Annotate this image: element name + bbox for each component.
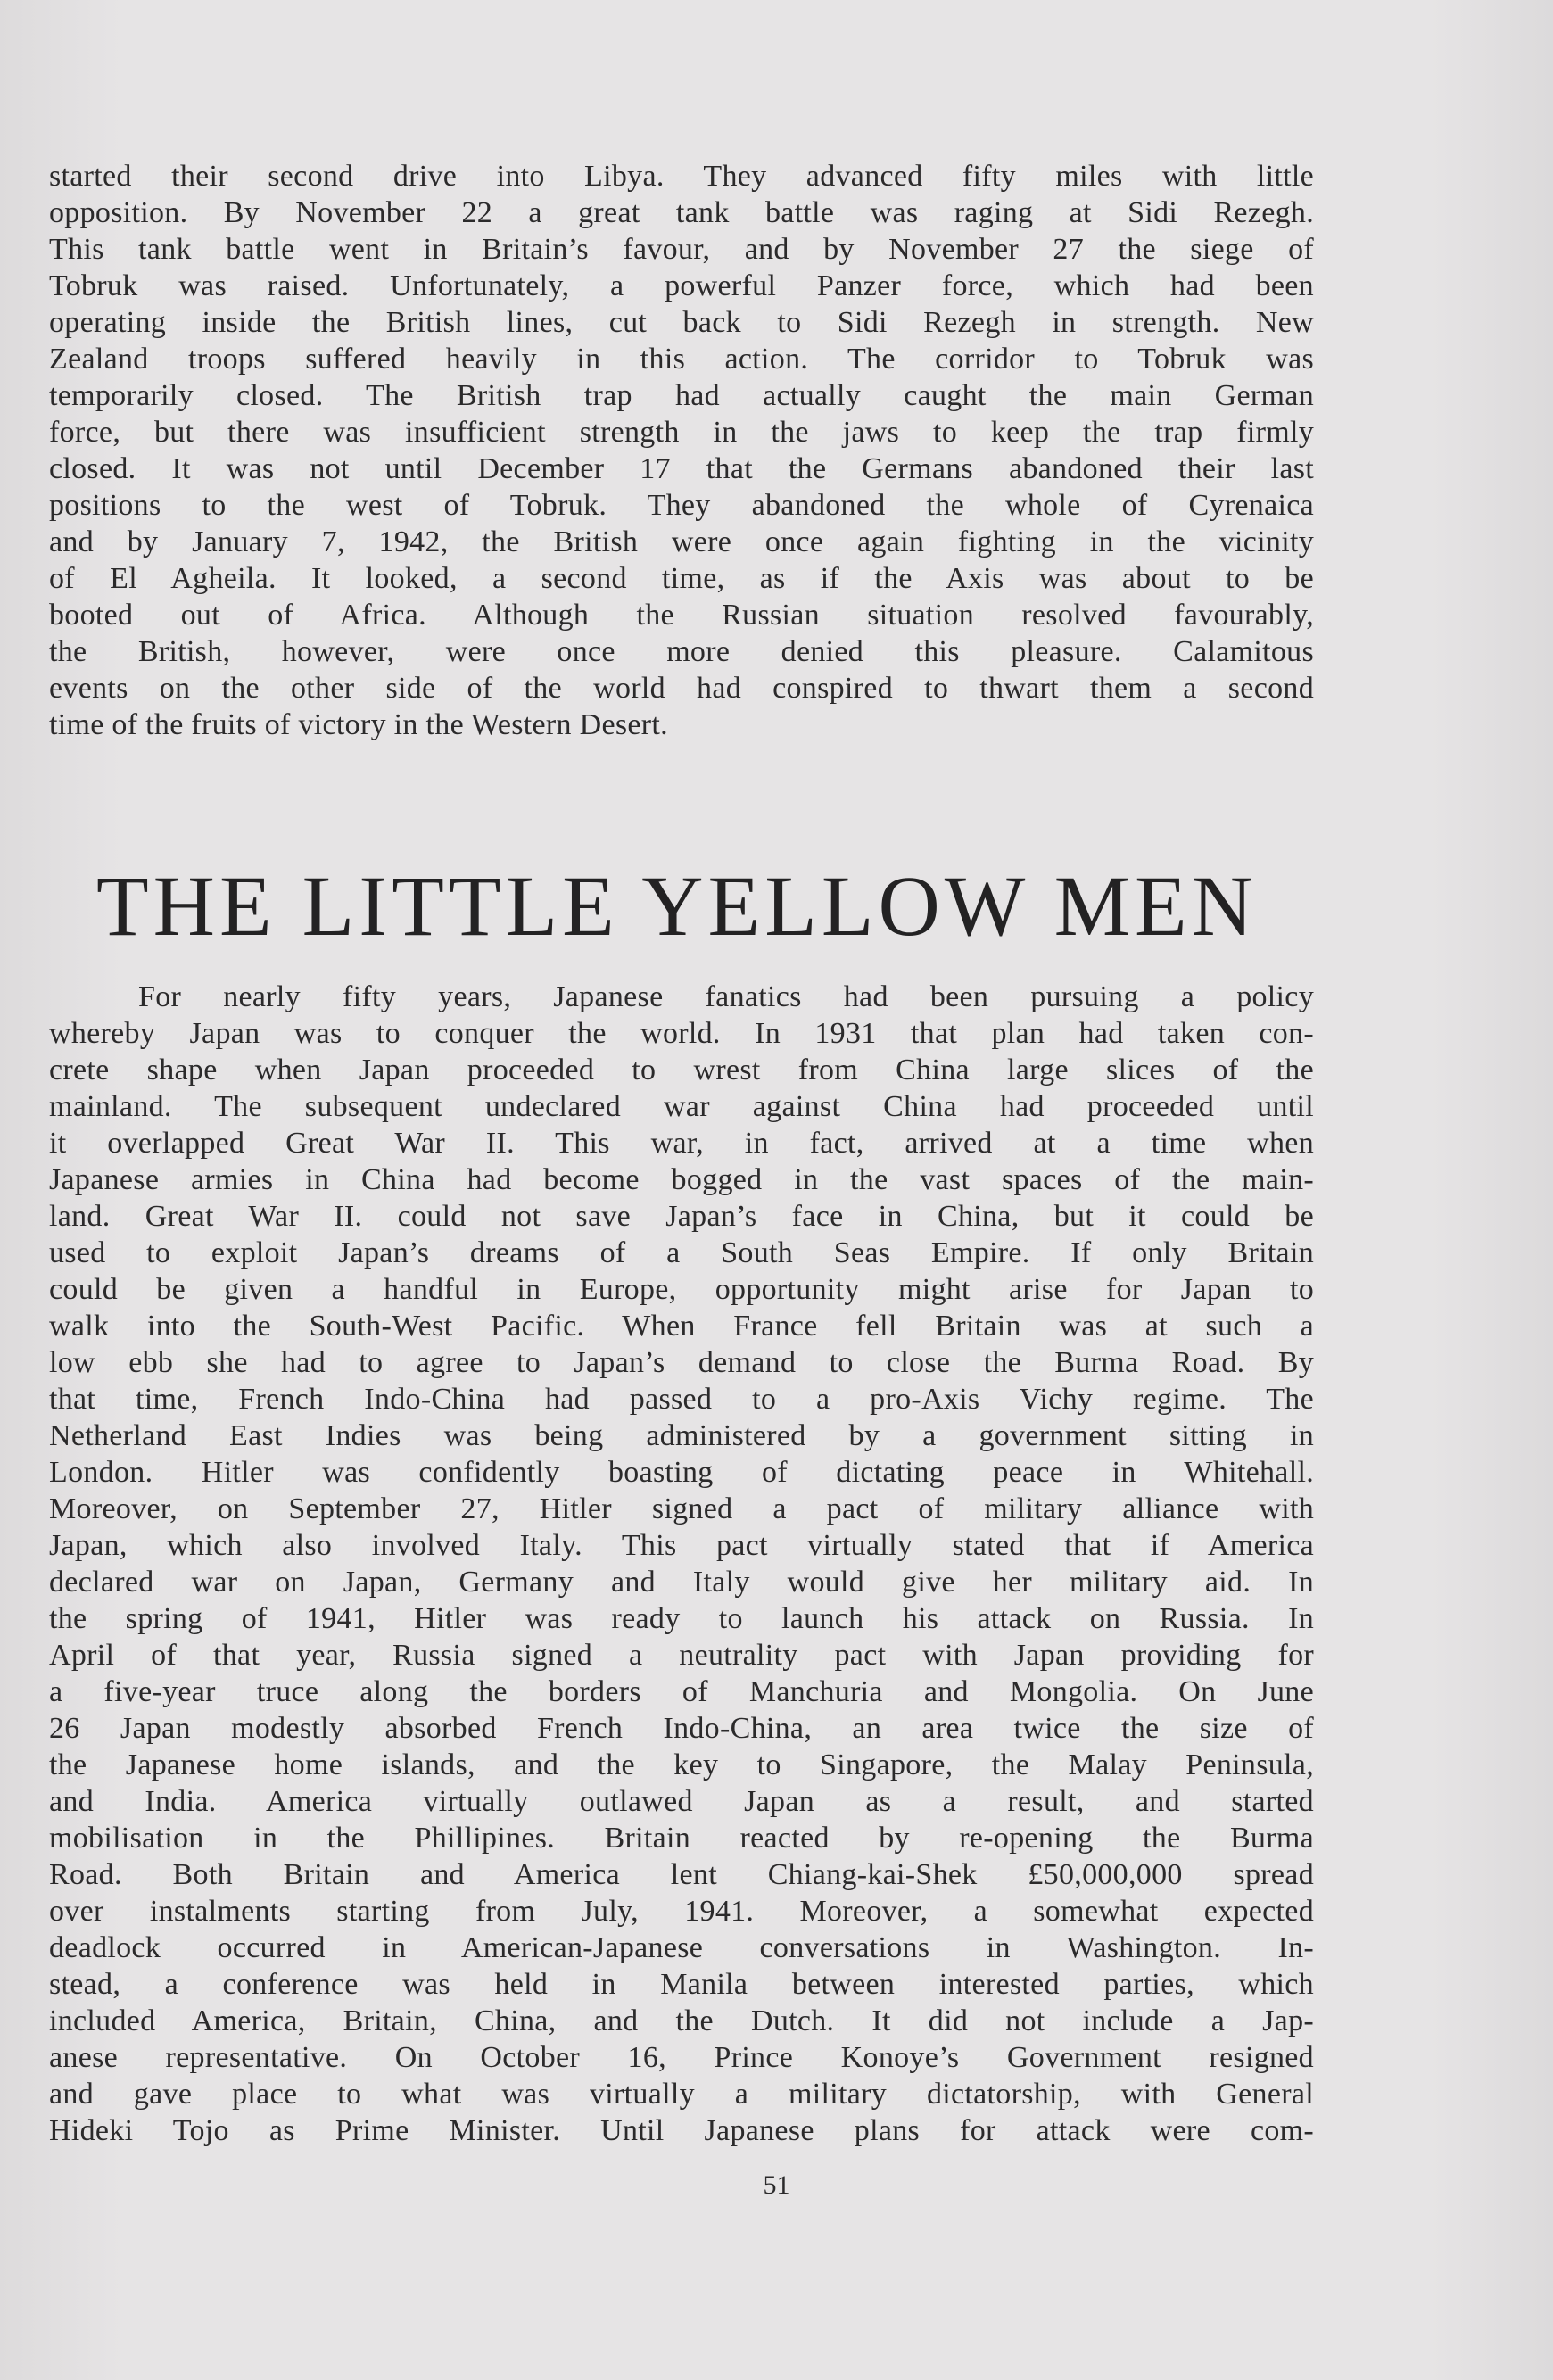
paragraph-line: Moreover, on September 27, Hitler signed a pact of military alliance with [49,1492,1314,1525]
paragraph-line: For nearly fifty years, Japanese fanatics had been pursuing a policy [138,980,1314,1013]
paragraph-line: the British, however, were once more denied this pleasure. Calamitous [49,635,1314,668]
paragraph-line: This tank battle went in Britain’s favour, and by November 27 the siege of [49,233,1314,266]
paragraph-line: it overlapped Great War II. This war, in fact, arrived at a time when [49,1127,1314,1160]
chapter-heading: THE LITTLE YELLOW MEN [96,858,1258,954]
paragraph-line: positions to the west of Tobruk. They abandoned the whole of Cyrenaica [49,489,1314,522]
paragraph-line: over instalments starting from July, 1941. Moreover, a somewhat expected [49,1895,1314,1928]
paragraph-line: events on the other side of the world had conspired to thwart them a second [49,672,1314,705]
paragraph-line: anese representative. On October 16, Prince Konoye’s Government resigned [49,2041,1314,2074]
paragraph-line: booted out of Africa. Although the Russian situation resolved favourably, [49,599,1314,632]
paragraph-line: and by January 7, 1942, the British were once again fighting in the vicinity [49,525,1314,558]
paragraph-line: London. Hitler was confidently boasting of dictating peace in Whitehall. [49,1456,1314,1489]
paragraph-line: of El Agheila. It looked, a second time, as if the Axis was about to be [49,562,1314,595]
paragraph-line: that time, French Indo-China had passed to a pro-Axis Vichy regime. The [49,1383,1314,1416]
paragraph-line: included America, Britain, China, and the Dutch. It did not include a Jap- [49,2004,1314,2037]
paragraph-line: the spring of 1941, Hitler was ready to launch his attack on Russia. In [49,1602,1314,1635]
paragraph-line: Road. Both Britain and America lent Chiang-kai-Shek £50,000,000 spread [49,1858,1314,1891]
paragraph-line: the Japanese home islands, and the key to Singapore, the Malay Peninsula, [49,1748,1314,1781]
paragraph-line: Japan, which also involved Italy. This pact virtually stated that if America [49,1529,1314,1562]
page-number: 51 [763,2170,790,2200]
paragraph-line: stead, a conference was held in Manila between interested parties, which [49,1968,1314,2001]
paragraph-line: walk into the South-West Pacific. When France fell Britain was at such a [49,1310,1314,1343]
paragraph-line: and gave place to what was virtually a military dictatorship, with General [49,2078,1314,2111]
paragraph-line: declared war on Japan, Germany and Italy would give her military aid. In [49,1566,1314,1599]
paragraph-line: Netherland East Indies was being administered by a government sitting in [49,1419,1314,1452]
paragraph-line: Tobruk was raised. Unfortunately, a powerful Panzer force, which had been [49,269,1314,302]
paragraph-line: opposition. By November 22 a great tank battle was raging at Sidi Rezegh. [49,196,1314,229]
paragraph-line: could be given a handful in Europe, opportunity might arise for Japan to [49,1273,1314,1306]
paragraph-line: operating inside the British lines, cut back to Sidi Rezegh in strength. New [49,306,1314,339]
paragraph-line: crete shape when Japan proceeded to wrest from China large slices of the [49,1054,1314,1087]
paragraph-line: whereby Japan was to conquer the world. In 1931 that plan had taken con- [49,1017,1314,1050]
paragraph-line: mobilisation in the Phillipines. Britain reacted by re-opening the Burma [49,1822,1314,1855]
paragraph-line: time of the fruits of victory in the Western Desert. [49,708,668,741]
paragraph-line: and India. America virtually outlawed Japan as a result, and started [49,1785,1314,1818]
paragraph-line: Zealand troops suffered heavily in this action. The corridor to Tobruk was [49,343,1314,376]
paragraph-line: a five-year truce along the borders of Manchuria and Mongolia. On June [49,1675,1314,1708]
paragraph-line: low ebb she had to agree to Japan’s demand to close the Burma Road. By [49,1346,1314,1379]
paragraph-line: 26 Japan modestly absorbed French Indo-China, an area twice the size of [49,1712,1314,1745]
paragraph-line: Hideki Tojo as Prime Minister. Until Japanese plans for attack were com- [49,2114,1314,2147]
paragraph-line: April of that year, Russia signed a neutrality pact with Japan providing for [49,1639,1314,1672]
paragraph-line: temporarily closed. The British trap had actually caught the main German [49,379,1314,412]
paragraph-line: land. Great War II. could not save Japan’s face in China, but it could be [49,1200,1314,1233]
paragraph-line: used to exploit Japan’s dreams of a South Seas Empire. If only Britain [49,1236,1314,1269]
paragraph-line: mainland. The subsequent undeclared war against China had proceeded until [49,1090,1314,1123]
paragraph-line: started their second drive into Libya. They advanced fifty miles with little [49,160,1314,193]
paragraph-line: closed. It was not until December 17 that the Germans abandoned their last [49,452,1314,485]
paragraph-line: force, but there was insufficient strength in the jaws to keep the trap firmly [49,416,1314,449]
paragraph-line: Japanese armies in China had become bogged in the vast spaces of the main- [49,1163,1314,1196]
paragraph-line: deadlock occurred in American-Japanese conversations in Washington. In- [49,1931,1314,1964]
